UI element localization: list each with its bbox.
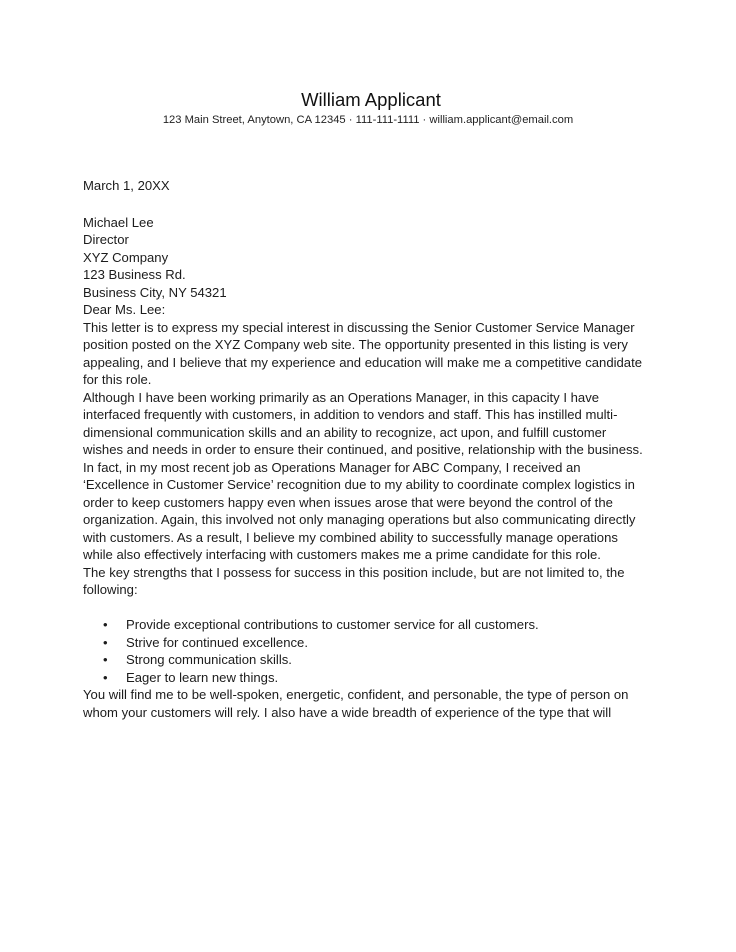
bullet-icon: • (103, 652, 108, 667)
recipient-city: Business City, NY 54321 (83, 284, 227, 300)
recipient-title: Director (83, 232, 129, 247)
list-item-text: Eager to learn new things. (126, 669, 279, 685)
paragraph-intro: This letter is to express my special interest in discussing the Senior Customer Service Manager position posted on the XYZ Company web site. The opportunity presented in this listing is very appealing, and I believe that my experience and education will make me a competitive candidate for this role. (83, 319, 643, 387)
recipient-name: Michael Lee (83, 214, 154, 230)
recipient-address (83, 214, 643, 302)
paragraph-experience: Although I have been working primarily as an Operations Manager, in this capacity I have interfaced frequently with customers, in addition to vendors and staff. This has instilled multi-dimensional communication skills and an ability to recognize, act upon, and fulfill customer wishes and needs in order to ensure their continued, and positive, relationship with the business. (83, 389, 643, 457)
bullet-icon: • (103, 617, 108, 632)
list-item (83, 616, 643, 634)
recipient-company: XYZ Company (83, 249, 169, 265)
list-item-text: Strong communication skills. (126, 652, 292, 667)
list-item-text: Strive for continued excellence. (126, 634, 308, 650)
letter-body (83, 177, 643, 721)
letterhead (0, 88, 736, 127)
contact-info: 123 Main Street, Anytown, CA 12345 · 111-111-1111 · william.applicant@email.com (162, 114, 574, 126)
list-item-text: Provide exceptional contributions to customer service for all customers. (126, 617, 539, 632)
salutation: Dear Ms. Lee: (83, 302, 166, 317)
bullet-icon: • (103, 634, 108, 650)
paragraph-achievement: In fact, in my most recent job as Operations Manager for ABC Company, I received an ‘Excellence in Customer Service’ recognition due to my ability to coordinate complex logistics in order to keep customers happy even when issues arose that were beyond the control of the organization. Again, this involved not only managing operations but also communicating directly with customers. As a result, I believe my combined ability to successfully manage operations while also effectively interfacing with customers makes me a prime candidate for this role. (83, 459, 636, 562)
list-item (83, 651, 643, 669)
paragraph-strengths-intro: The key strengths that I possess for success in this position include, but are not limited to, the following: (83, 564, 625, 597)
list-item (83, 669, 643, 687)
applicant-name: William Applicant (301, 89, 441, 110)
recipient-street: 123 Business Rd. (83, 267, 186, 282)
letter-date: March 1, 20XX (83, 178, 170, 193)
bullet-icon: • (103, 669, 108, 685)
paragraph-closing: You will find me to be well-spoken, energetic, confident, and personable, the type of person on whom your customers will rely. I also have a wide breadth of experience of the type that will (83, 687, 629, 720)
strengths-list (83, 616, 643, 686)
list-item (83, 634, 643, 652)
